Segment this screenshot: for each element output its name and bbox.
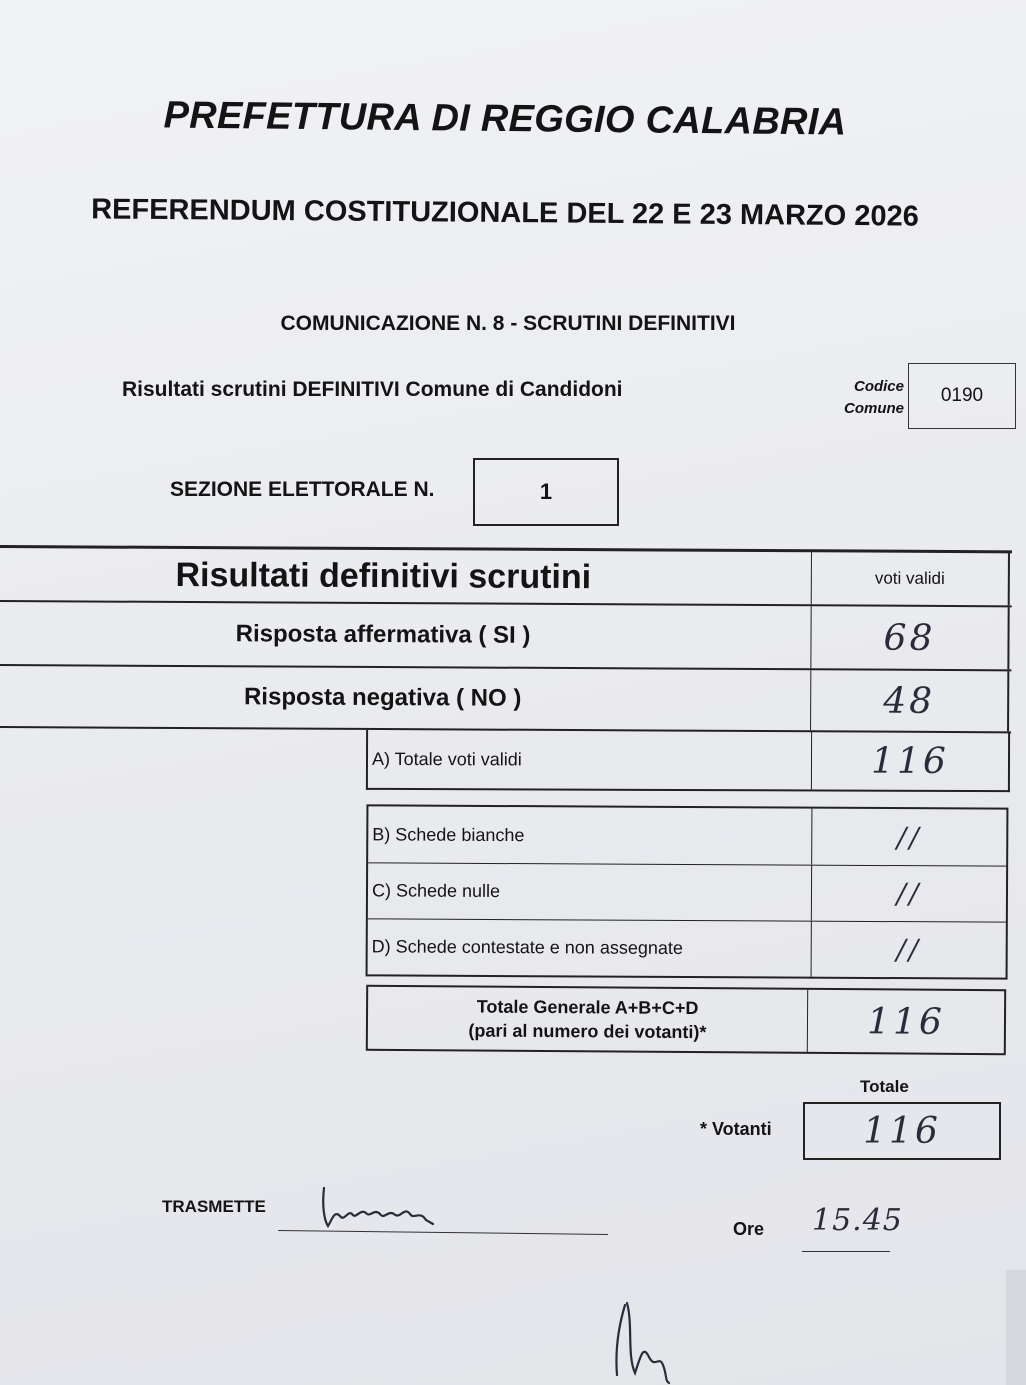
totale-generale-box [366,985,1006,1055]
totale-voti-validi-table [366,730,1010,792]
codice-comune-box [908,363,1016,429]
results-table-header [0,545,1012,605]
ore-value: 15.45 [812,1203,903,1238]
sezione-box [473,458,619,526]
schede-bianche-cell [812,809,1006,866]
totale-generale-line2: (pari al numero dei votanti)* [468,1020,707,1043]
risultati-comune-heading: Risultati scrutini DEFINITIVI Comune di Candidoni [122,378,623,401]
votanti-label: * Votanti [700,1119,772,1139]
results-table [0,545,1012,733]
codice-label-line2: Comune [844,400,904,417]
schede-nulle-value: // [896,877,922,911]
totale-voti-validi-cell [812,731,1008,790]
schede-table [366,804,1009,979]
trasmette-label: TRASMETTE [162,1197,266,1216]
sezione-label: SEZIONE ELETTORALE N. [170,478,435,501]
schede-bianche-value: // [896,820,922,854]
table-row-no [0,664,1011,733]
totale-generale-line1: Totale Generale A+B+C+D [476,996,699,1019]
page-edge [1006,1270,1026,1385]
votanti-box [803,1102,1001,1160]
table-row-nulle [368,862,1006,921]
comunicazione-subtitle: COMUNICAZIONE N. 8 - SCRUTINI DEFINITIVI [280,312,736,335]
risposta-negativa-cell [811,670,1009,731]
ore-label: Ore [733,1219,765,1239]
schede-contestate-cell [812,922,1006,978]
totale-generale-value: 116 [866,1000,945,1043]
schede-contestate-label: D) Schede contestate e non assegnate [368,919,812,976]
totale-voti-validi-label: A) Totale voti validi [368,730,812,790]
totale-generale-label [368,987,808,1052]
schede-nulle-label: C) Schede nulle [368,863,812,920]
prefettura-title: PREFETTURA DI REGGIO CALABRIA [163,94,847,144]
risposta-affermativa-cell [811,606,1009,669]
table-row-si [0,600,1012,669]
totale-voti-validi-value: 116 [871,740,949,782]
risposta-negativa-label: Risposta negativa ( NO ) [0,666,811,730]
sezione-value: 1 [539,479,553,504]
totale-generale-cell [808,990,1004,1053]
schede-bianche-label: B) Schede bianche [368,806,812,864]
referendum-title: REFERENDUM COSTITUZIONALE DEL 22 E 23 MARZO 2026 [91,193,919,233]
voti-validi-header: voti validi [812,552,1010,605]
table-row-contestate [368,918,1006,977]
results-table-title: Risultati definitivi scrutini [0,548,812,604]
totale-voti-validi-row [368,730,1008,790]
risposta-affermativa-label: Risposta affermativa ( SI ) [0,602,812,668]
table-row-bianche [368,806,1006,865]
votanti-totale-label: Totale [860,1077,909,1096]
ore-underline [802,1251,890,1252]
schede-contestate-value: // [896,933,922,967]
bottom-signature-icon [605,1295,675,1385]
risposta-affermativa-value: 68 [883,617,936,659]
votanti-value: 116 [863,1110,941,1152]
codice-label-line1: Codice [853,378,904,395]
trasmette-signature-icon [318,1180,438,1235]
codice-comune-label [828,376,904,420]
codice-comune-value: 0190 [940,385,984,406]
schede-nulle-cell [812,866,1006,922]
risposta-negativa-value: 48 [883,680,936,722]
